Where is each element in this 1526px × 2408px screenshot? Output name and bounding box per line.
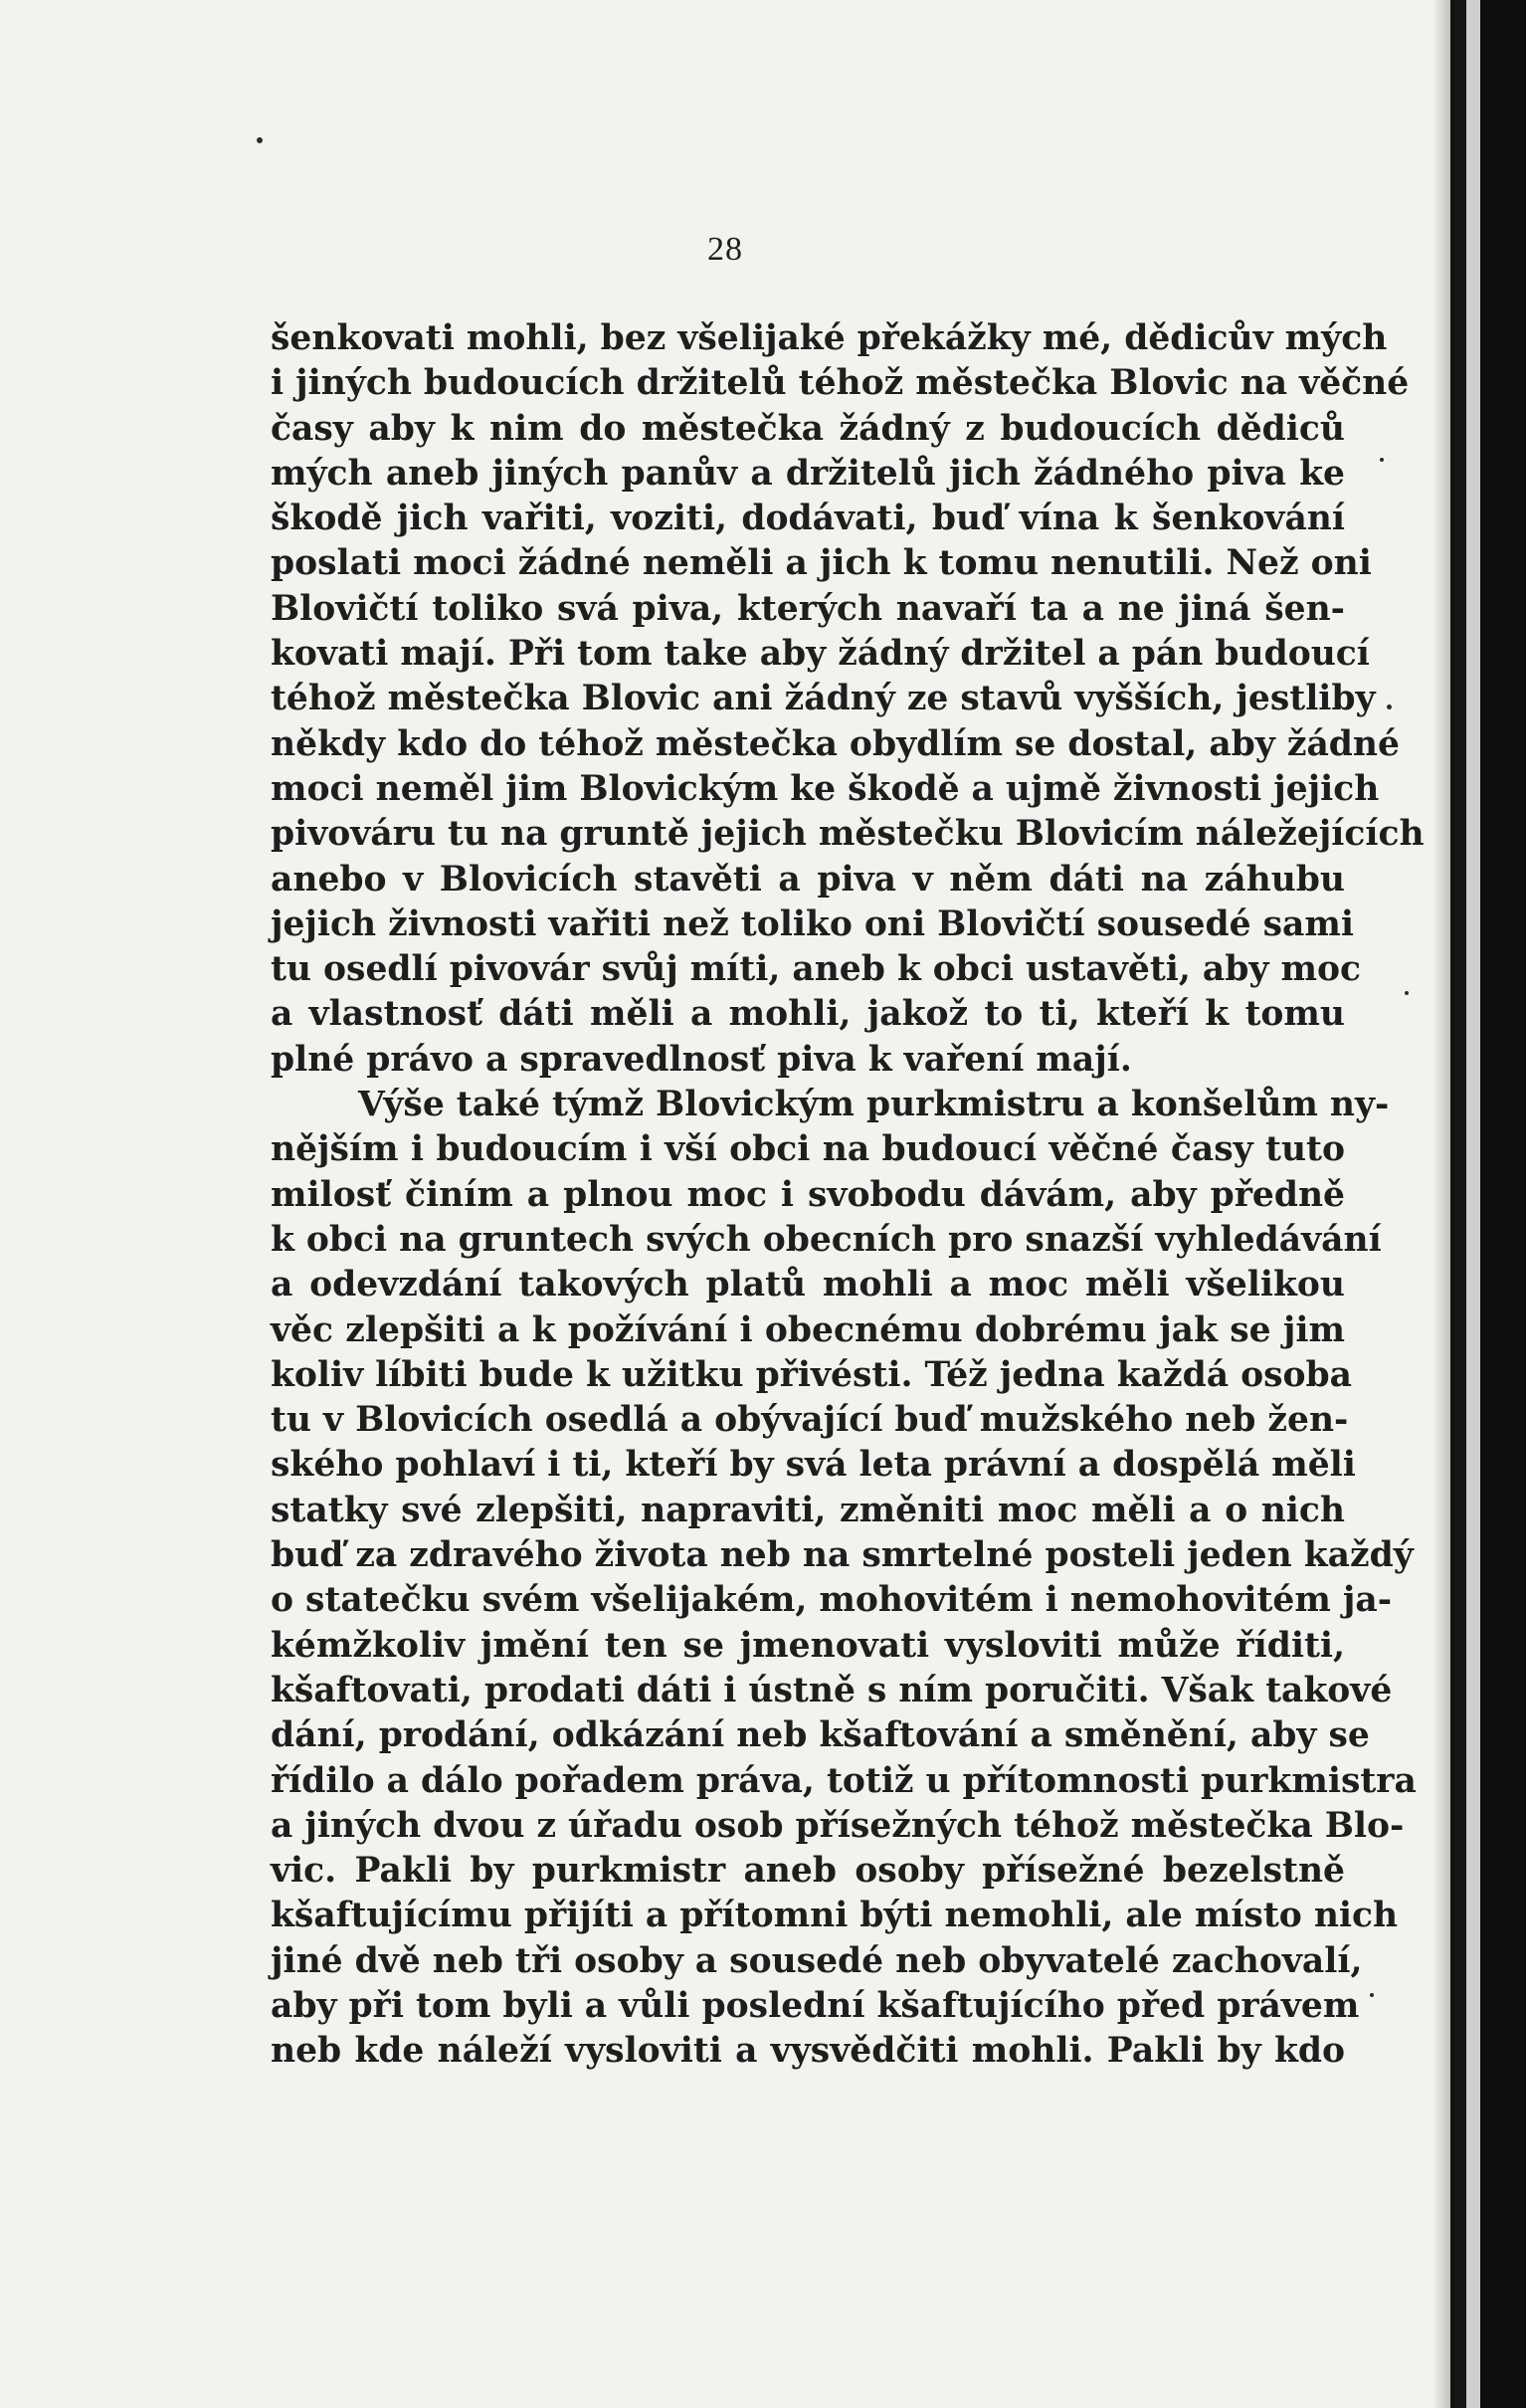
paragraph-start-line: Výše také týmž Blovickým purkmistru a konšelům ny- [358, 1085, 1390, 1125]
text-line: jiné dvě neb tři osoby a sousedé neb obyvatelé zachovalí, [271, 1940, 1363, 1981]
text-line: moci neměl jim Blovickým ke škodě a ujmě živnosti jejich [271, 768, 1380, 809]
paragraph-end-line: plné právo a spravedlnosť piva k vaření mají. [271, 1039, 1132, 1080]
text-line: poslati moci žádné neměli a jich k tomu nenutili. Než oni [271, 543, 1372, 584]
text-line: neb kde náleží vysloviti a vysvědčiti mohli. Pakli by kdo [271, 2031, 1345, 2072]
text-line: a vlastnosť dáti měli a mohli, jakož to ti, kteří k tomu [271, 994, 1345, 1035]
text-line: někdy kdo do téhož městečka obydlím se dostal, aby žádné [271, 723, 1400, 764]
text-line: mých aneb jiných panův a držitelů jich žádného piva ke [271, 453, 1345, 494]
text-line: kémžkoliv jmění ten se jmenovati vysloviti může říditi, [271, 1625, 1345, 1666]
text-line: milosť činím a plnou moc i svobodu dávám, aby předně [271, 1174, 1345, 1215]
page-edge-shadow [1432, 0, 1454, 2408]
text-line: dání, prodání, odkázání neb kšaftování a směnění, aby se [271, 1715, 1370, 1756]
text-line: pivováru tu na gruntě jejich městečku Blovicím náležejících [271, 814, 1425, 855]
text-line: vic. Pakli by purkmistr aneb osoby přísežné bezelstně [271, 1851, 1345, 1892]
text-line: statky své zlepšiti, napraviti, změniti moc měli a o nich [271, 1490, 1345, 1530]
text-line: škodě jich vařiti, voziti, dodávati, buď vína k šenkování [271, 499, 1345, 539]
text-line: jejich živnosti vařiti než toliko oni Blovičtí sousedé sami [271, 903, 1354, 944]
text-line: k obci na gruntech svých obecních pro snazší vyhledávání [271, 1219, 1382, 1260]
text-line: nějším i budoucím i vší obci na budoucí věčné časy tuto [271, 1129, 1345, 1170]
text-line: kšaftovati, prodati dáti i ústně s ním poručiti. Však takové [271, 1670, 1393, 1710]
text-line: a jiných dvou z úřadu osob přísežných téhož městečka Blo- [271, 1805, 1405, 1846]
body-text [271, 316, 1425, 2075]
text-line: buď za zdravého života neb na smrtelné posteli jeden každý [271, 1535, 1414, 1576]
dust-speck [1387, 704, 1392, 709]
text-line: i jiných budoucích držitelů téhož městečka Blovic na věčné [271, 363, 1410, 404]
page-number: 28 [707, 231, 743, 268]
adjacent-page-edge [1466, 0, 1480, 2408]
text-line: téhož městečka Blovic ani žádný ze stavů vyšších, jestliby [271, 679, 1376, 719]
text-line: řídilo a dálo pořadem práva, totiž u přítomnosti purkmistra [271, 1760, 1417, 1801]
text-line: věc zlepšiti a k požívání i obecnému dobrému jak se jim [271, 1309, 1345, 1350]
dust-speck [1380, 458, 1384, 462]
text-line: tu osedlí pivovár svůj míti, aneb k obci ustavěti, aby moc [271, 949, 1361, 990]
dust-speck [257, 137, 263, 143]
text-line: anebo v Blovicích stavěti a piva v něm dáti na záhubu [271, 859, 1345, 900]
text-line: Blovičtí toliko svá piva, kterých navaří ta a ne jiná šen- [271, 588, 1345, 629]
dust-speck [1370, 1993, 1374, 1997]
text-line: šenkovati mohli, bez všelijaké překážky mé, dědicův mých [271, 318, 1388, 358]
text-line: aby při tom byli a vůli poslední kšaftujícího před právem [271, 1985, 1360, 2026]
text-line: časy aby k nim do městečka žádný z budoucích dědiců [271, 408, 1345, 449]
text-line: a odevzdání takových platů mohli a moc měli všelikou [271, 1265, 1345, 1305]
scan-background [1480, 0, 1526, 2408]
text-line: kšaftujícímu přijíti a přítomni býti nemohli, ale místo nich [271, 1896, 1399, 1936]
text-line: ského pohlaví i ti, kteří by svá leta právní a dospělá měli [271, 1445, 1356, 1486]
text-line: tu v Blovicích osedlá a obývající buď mužského neb žen- [271, 1400, 1349, 1441]
text-line: kovati mají. Při tom take aby žádný držitel a pán budoucí [271, 634, 1370, 675]
dust-speck [1405, 991, 1409, 995]
text-line: koliv líbiti bude k užitku přivésti. Též jedna každá osoba [271, 1354, 1353, 1395]
text-line: o statečku svém všelijakém, mohovitém i nemohovitém ja- [271, 1580, 1393, 1621]
